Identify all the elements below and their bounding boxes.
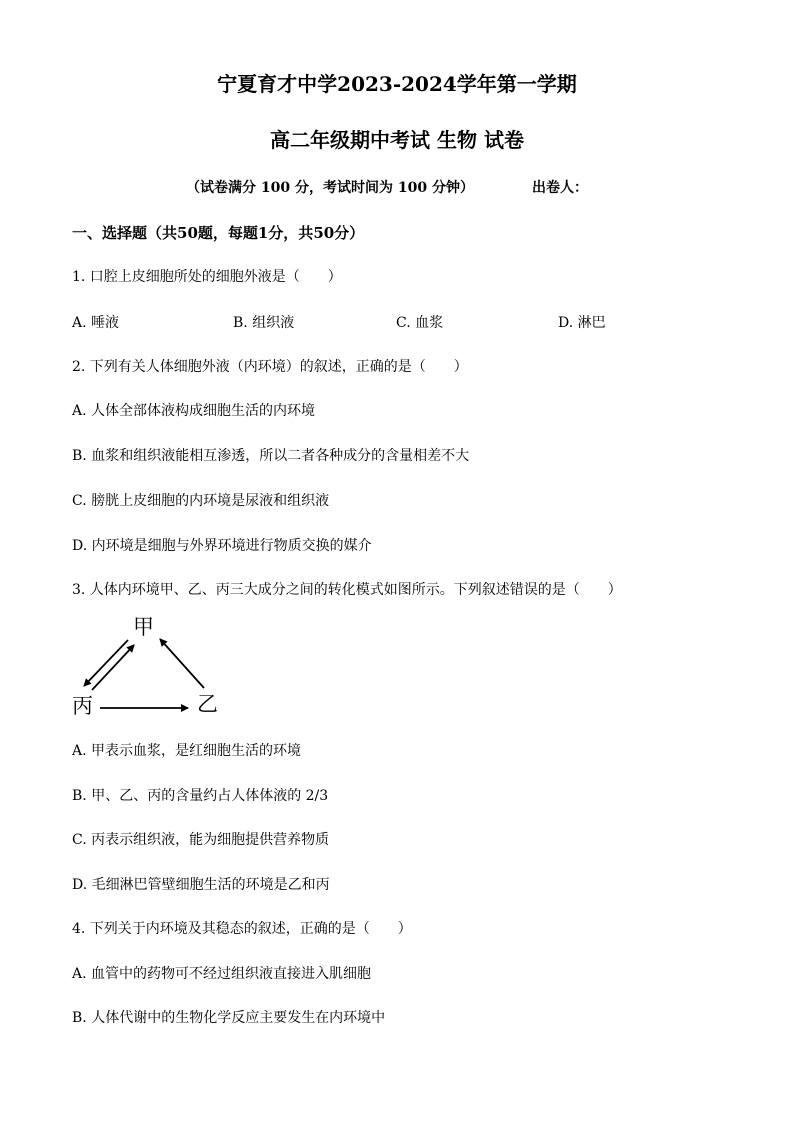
question-stem: 4. 下列关于内环境及其稳态的叙述，正确的是（ ） xyxy=(72,921,412,937)
question-stem: 2. 下列有关人体细胞外液（内环境）的叙述，正确的是（ ） xyxy=(72,359,468,375)
arrow-top-to-left xyxy=(84,640,128,686)
option-a: A. 人体全部体液构成细胞生活的内环境 xyxy=(72,403,316,419)
option-a: A. 唾液 xyxy=(72,315,120,331)
question-stem: 1. 口腔上皮细胞所处的细胞外液是（ ） xyxy=(72,269,342,285)
option-a: A. 血管中的药物可不经过组织液直接进入肌细胞 xyxy=(72,966,372,982)
option-c: C. 膀胱上皮细胞的内环境是尿液和组织液 xyxy=(72,493,330,509)
option-c: C. 丙表示组织液，能为细胞提供营养物质 xyxy=(72,832,330,848)
option-d: D. 淋巴 xyxy=(558,315,606,331)
author-label: 出卷人： xyxy=(531,180,588,196)
body-fluid-diagram xyxy=(66,612,226,722)
option-a: A. 甲表示血浆，是红细胞生活的环境 xyxy=(72,743,302,759)
question-stem: 3. 人体内环境甲、乙、丙三大成分之间的转化模式如图所示。下列叙述错误的是（ ） xyxy=(72,582,622,598)
node-left-label: 丙 xyxy=(72,694,93,718)
section-title: 一、选择题（共50题，每题1分，共50分） xyxy=(72,224,365,242)
option-c: C. 血浆 xyxy=(396,315,444,331)
arrow-left-to-top xyxy=(92,645,134,690)
option-b: B. 血浆和组织液能相互渗透，所以二者各种成分的含量相差不大 xyxy=(72,448,470,464)
option-b: B. 组织液 xyxy=(233,315,295,331)
exam-info-line xyxy=(186,177,588,197)
exam-info: （试卷满分 100 分，考试时间为 100 分钟） xyxy=(186,180,474,196)
node-top-label: 甲 xyxy=(133,615,154,639)
option-b: B. 人体代谢中的生物化学反应主要发生在内环境中 xyxy=(72,1010,386,1026)
exam-subtitle: 高二年级期中考试 生物 试卷 xyxy=(270,128,524,152)
node-right-label: 乙 xyxy=(197,692,218,716)
option-d: D. 内环境是细胞与外界环境进行物质交换的媒介 xyxy=(72,538,372,554)
exam-title: 宁夏育才中学2023-2024学年第一学期 xyxy=(217,72,577,96)
option-d: D. 毛细淋巴管壁细胞生活的环境是乙和丙 xyxy=(72,877,330,893)
option-b: B. 甲、乙、丙的含量约占人体体液的 2/3 xyxy=(72,788,329,804)
arrow-right-to-top xyxy=(160,639,204,688)
